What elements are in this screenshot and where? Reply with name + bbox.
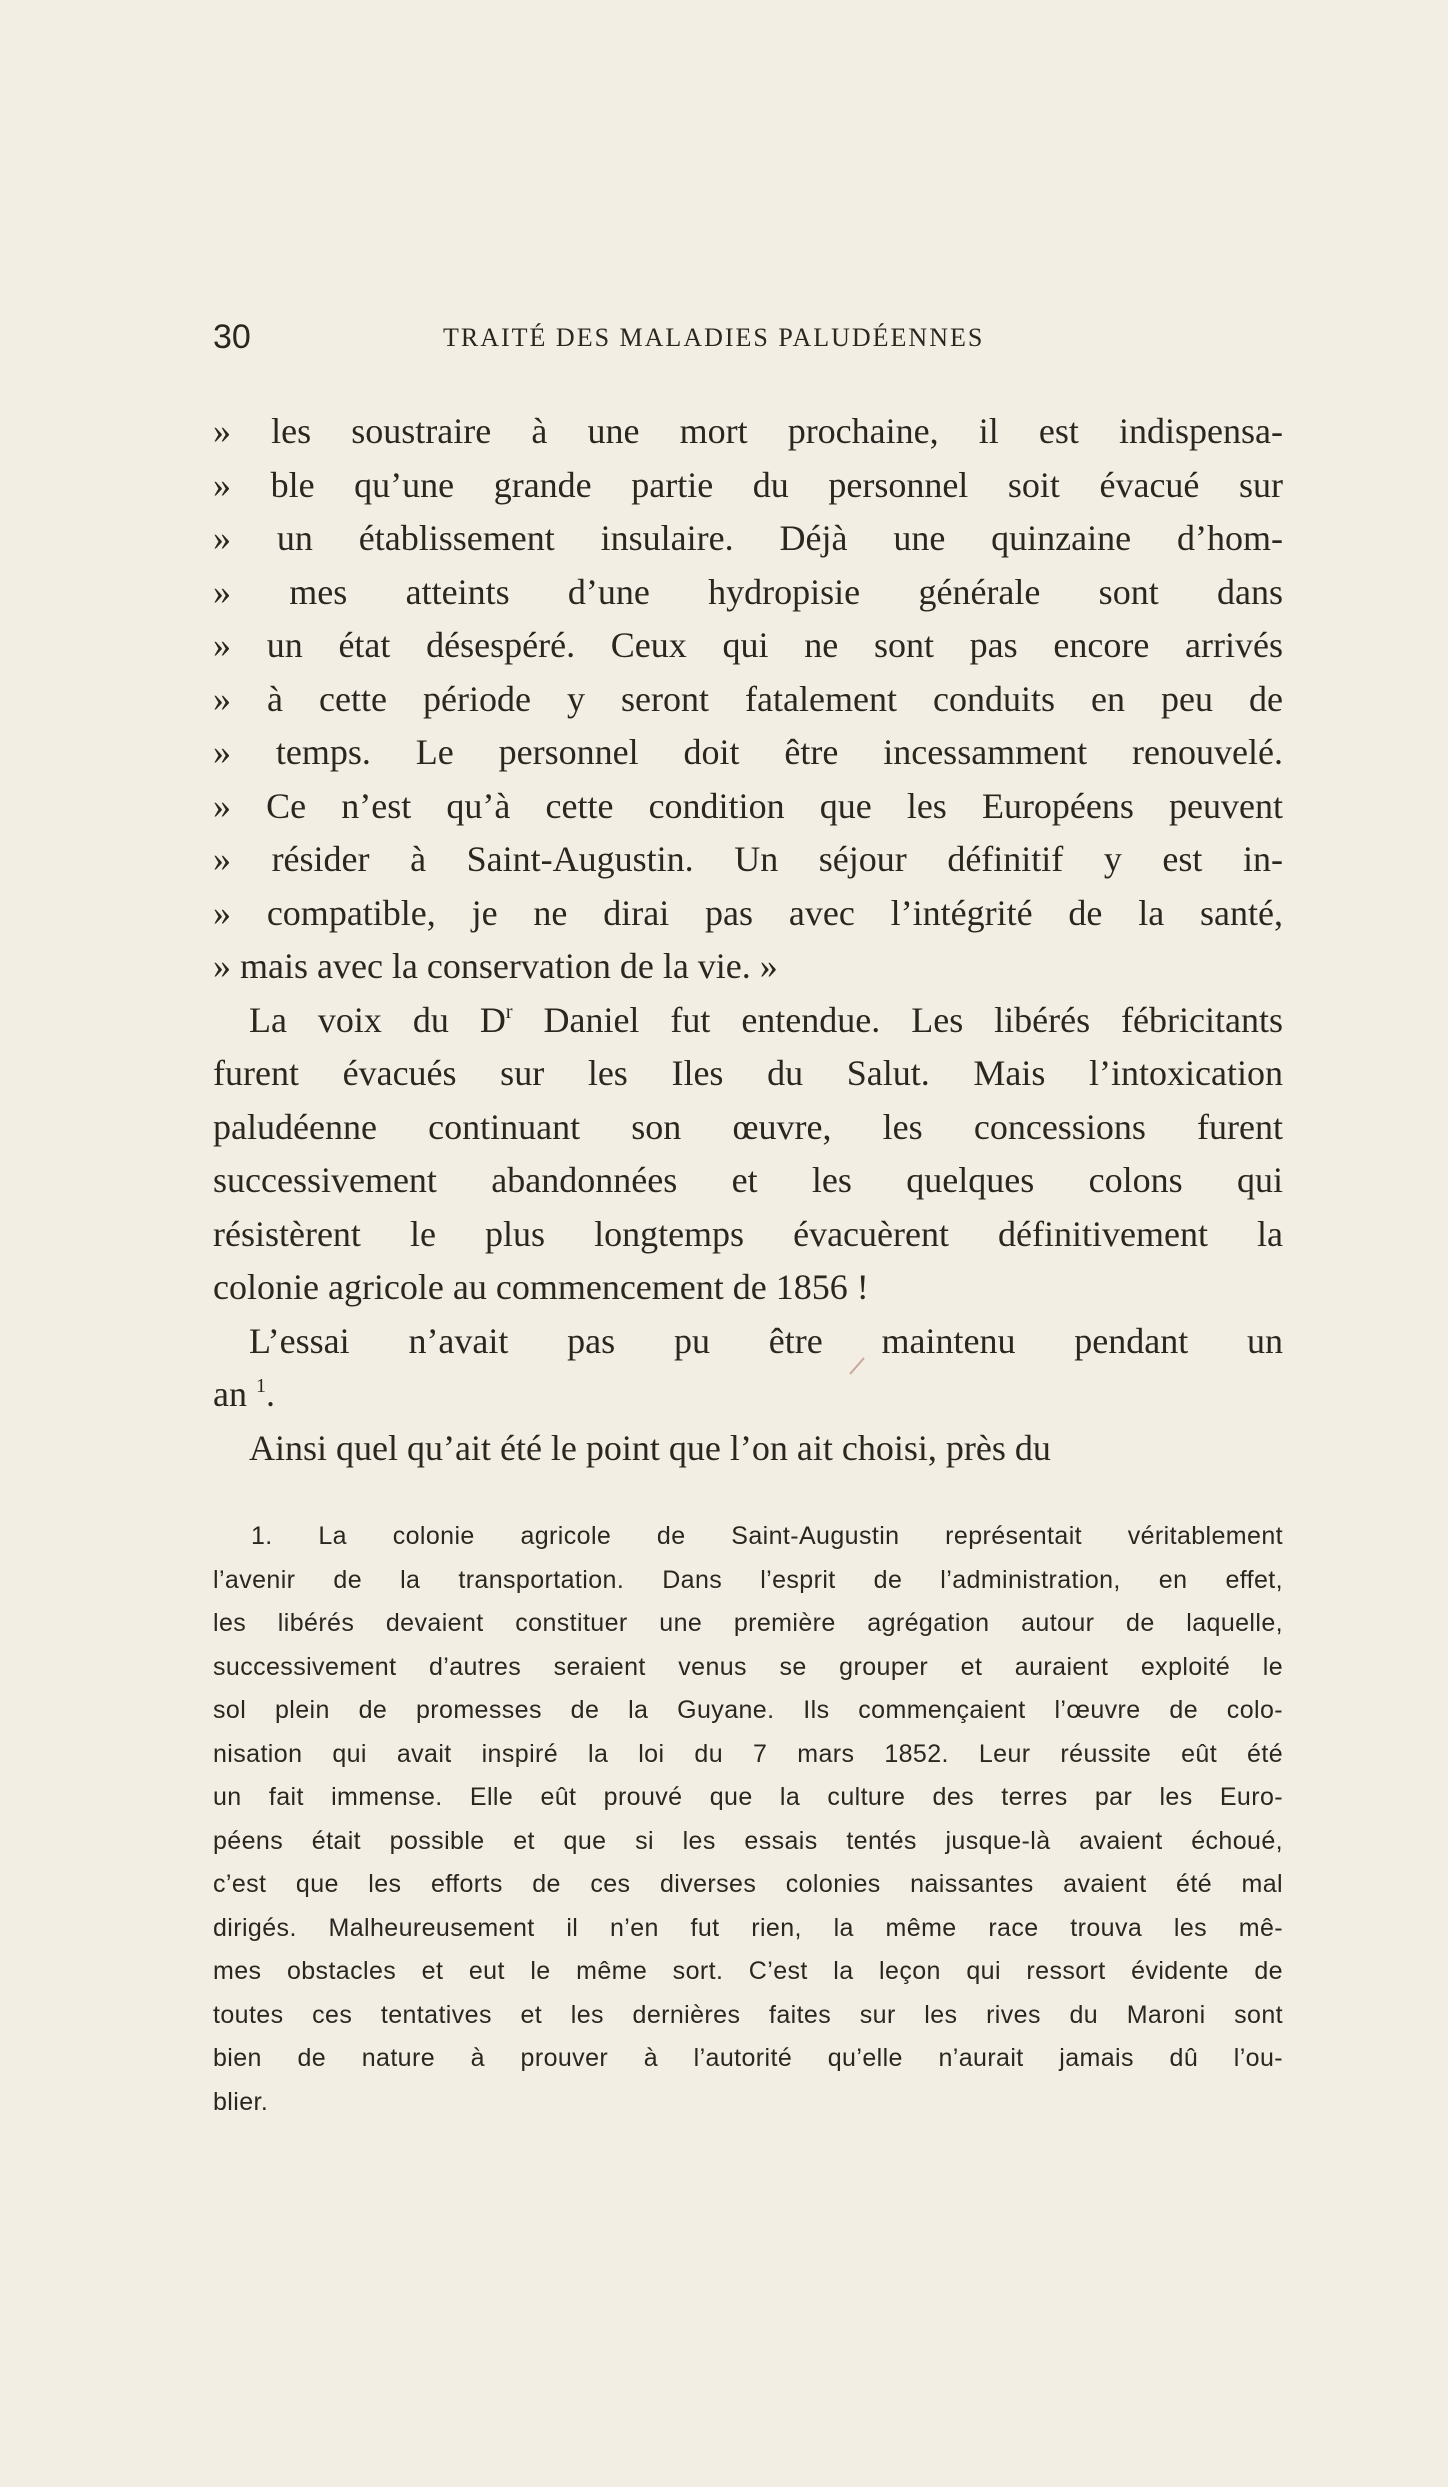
paragraph-first-line [213,994,1283,1048]
text-line: » Ce n’est qu’à cette condition que les Européens peuvent [213,785,1283,826]
text-line: paludéenne continuant son œuvre, les concessions furent [213,1106,1283,1147]
footnote-line: l’avenir de la transportation. Dans l’esprit de l’administration, en effet, [213,1565,1283,1594]
footnote-line: péens était possible et que si les essais tentés jusque-là avaient échoué, [213,1826,1283,1855]
text-line: » un établissement insulaire. Déjà une quinzaine d’hom- [213,518,1283,558]
footnote [213,1515,1283,2124]
footnote-line: c’est que les efforts de ces diverses colonies naissantes avaient été mal [213,1870,1283,1898]
pencil-mark [848,1356,866,1376]
text-line: » les soustraire à une mort prochaine, il est indispensa- [213,411,1283,451]
text-line: » résider à Saint-Augustin. Un séjour définitif y est in- [213,839,1283,879]
text-line: successivement abandonnées et les quelques colons qui [213,1160,1283,1200]
text-line: » compatible, je ne dirai pas avec l’intégrité de la santé, [213,892,1283,933]
footnote-line: mes obstacles et eut le même sort. C’est la leçon qui ressort évidente de [213,1957,1283,1985]
text-line: furent évacués sur les Iles du Salut. Mais l’intoxication [213,1053,1283,1093]
running-head [213,312,1283,362]
footnote-line: les libérés devaient constituer une première agrégation autour de laquelle, [213,1609,1283,1637]
text-run: an [213,1374,247,1414]
footnote-reference: 1 [255,1375,266,1397]
text-line: » ble qu’une grande partie du personnel soit évacué sur [213,464,1283,505]
footnote-line: dirigés. Malheureusement il n’en fut rien, la même race trouva les mê- [213,1913,1283,1942]
text-run: La voix du D [249,999,506,1040]
text-line: » temps. Le personnel doit être incessamment renouvelé. [213,732,1283,772]
footnote-line: blier. [213,2087,269,2116]
footnote-line: un fait immense. Elle eût prouvé que la culture des terres par les Euro- [213,1783,1283,1811]
superscript: r [505,1000,513,1023]
running-title: TRAITÉ DES MALADIES PALUDÉENNES [443,323,985,352]
footnote-line: bien de nature à prouver à l’autorité qu’elle n’aurait jamais dû l’ou- [213,2044,1283,2072]
text-line: résistèrent le plus longtemps évacuèrent définitivement la [213,1213,1283,1254]
footnote-line: successivement d’autres seraient venus se grouper et auraient exploité le [213,1652,1283,1681]
text-run: Daniel fut entendue. Les libérés fébricitants [512,999,1283,1040]
footnote-line: sol plein de promesses de la Guyane. Ils commençaient l’œuvre de colo- [213,1696,1283,1724]
paragraph-first-line: L’essai n’avait pas pu être maintenu pendant un [249,1320,1283,1361]
footnote-line: 1. La colonie agricole de Saint-Augustin représentait véritablement [251,1522,1283,1550]
text-line: » à cette période y seront fatalement conduits en peu de [213,678,1283,719]
text-line [213,1368,1283,1422]
body-text [213,405,1283,1475]
text-line: » un état désespéré. Ceux qui ne sont pas encore arrivés [213,625,1283,665]
page-number: 30 [213,318,251,356]
footnote-line: toutes ces tentatives et les dernières faites sur les rives du Maroni sont [213,2000,1283,2029]
text-run: . [265,1374,275,1414]
paragraph-first-line: Ainsi quel qu’ait été le point que l’on ait choisi, près du [249,1427,1051,1468]
text-line: colonie agricole au commencement de 1856 ! [213,1267,869,1307]
footnote-line: nisation qui avait inspiré la loi du 7 mars 1852. Leur réussite eût été [213,1739,1283,1768]
text-line: » mais avec la conservation de la vie. » [213,946,778,986]
text-line: » mes atteints d’une hydropisie générale sont dans [213,571,1283,612]
